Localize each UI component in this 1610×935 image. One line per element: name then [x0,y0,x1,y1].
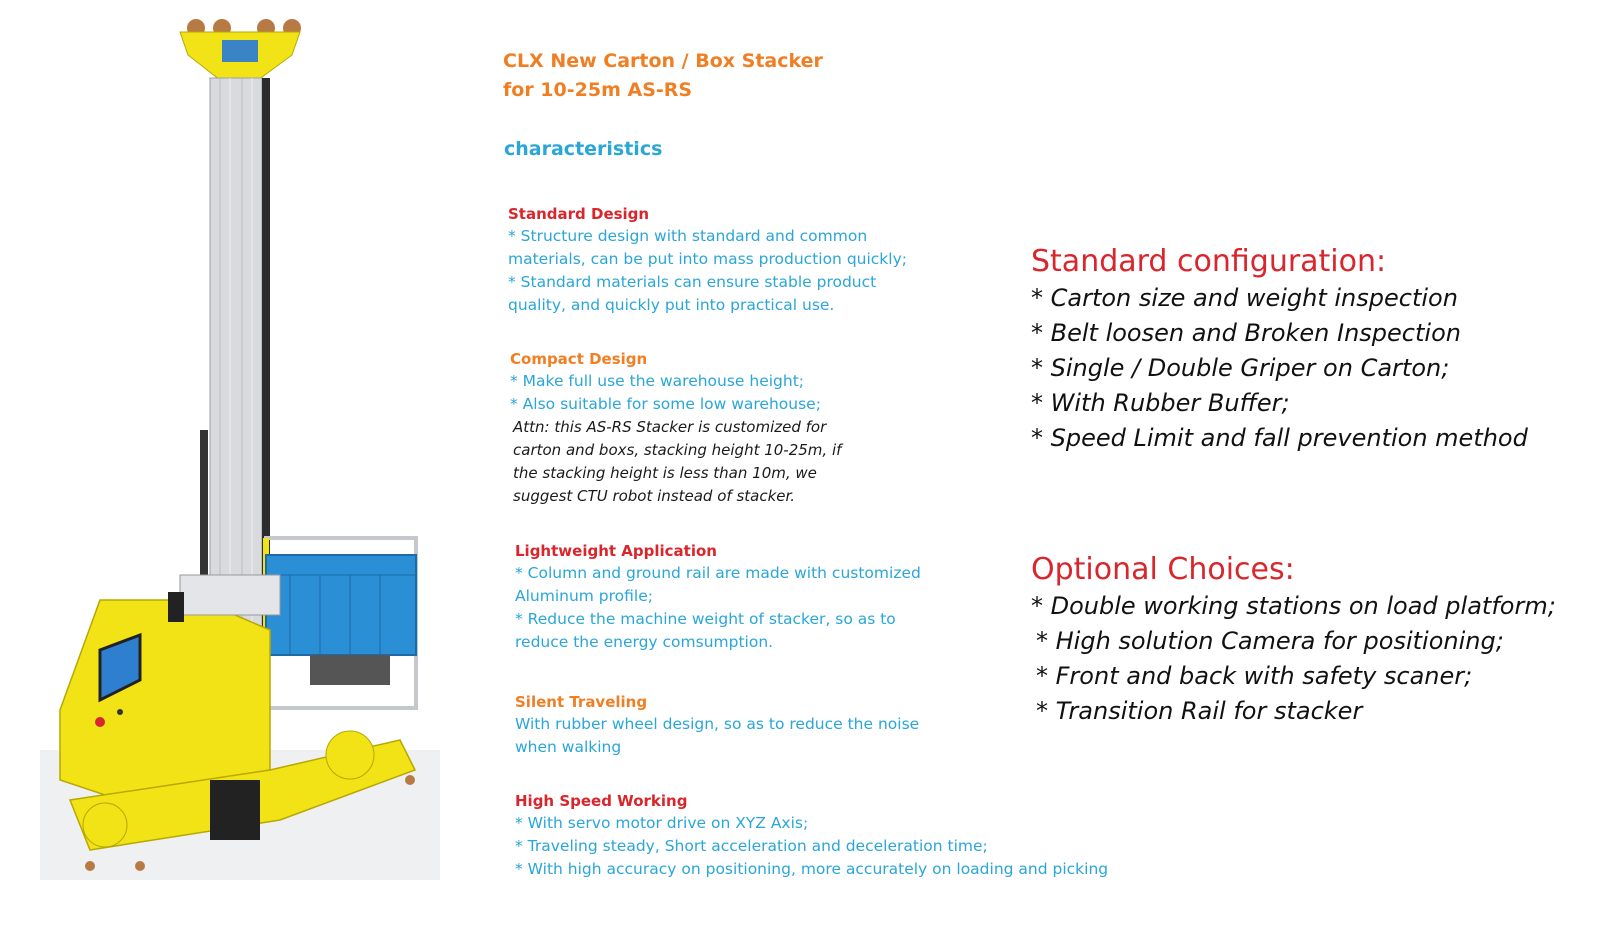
section-line: With rubber wheel design, so as to reduce the noise [515,715,920,733]
section-line: * Structure design with standard and common [508,227,868,245]
optional-item: * Front and back with safety scaner; [1036,662,1473,690]
section-line: * Reduce the machine weight of stacker, so as to [515,610,896,628]
section-line: quality, and quickly put into practical use. [508,296,835,314]
note-line: the stacking height is less than 10m, we [513,464,817,482]
emergency-button [95,717,105,727]
gripper-unit [310,655,390,685]
base-wheel-cover [83,803,127,847]
section-heading: Silent Traveling [515,693,648,711]
config-item: * Carton size and weight inspection [1031,284,1458,312]
config-item: * Belt loosen and Broken Inspection [1031,319,1461,347]
section-heading: High Speed Working [515,792,688,810]
section-line: * Also suitable for some low warehouse; [510,395,821,413]
title-line-2: for 10-25m AS-RS [503,79,693,101]
optional-item: * High solution Camera for positioning; [1036,627,1504,655]
signal-tower [168,592,184,622]
section-line: * Make full use the warehouse height; [510,372,805,390]
attention-note [510,416,841,508]
config-heading: Standard configuration: [1031,244,1387,279]
section-silent-traveling [515,691,919,759]
section-lightweight [515,540,921,654]
title-line-1: CLX New Carton / Box Stacker [503,50,823,72]
config-item: * Single / Double Griper on Carton; [1031,354,1450,382]
column [210,78,262,638]
stacker-illustration [30,10,450,890]
title-block [503,47,823,105]
section-line: when walking [515,738,622,756]
section-line: * With servo motor drive on XYZ Axis; [515,814,809,832]
section-line: Aluminum profile; [515,587,653,605]
config-item: * Speed Limit and fall prevention method [1031,424,1528,452]
control-top [180,575,280,615]
optional-heading: Optional Choices: [1031,552,1295,587]
section-heading: Lightweight Application [515,542,717,560]
optional-item: * Double working stations on load platform; [1031,592,1556,620]
servo-motor [210,780,260,840]
section-line: * Standard materials can ensure stable product [508,273,877,291]
section-line: * Column and ground rail are made with customized [515,564,921,582]
section-heading: Standard Design [508,205,650,223]
top-sensor [222,40,258,62]
note-line: suggest CTU robot instead of stacker. [513,487,796,505]
characteristics-heading: characteristics [504,138,663,160]
section-line: materials, can be put into mass production quickly; [508,250,907,268]
section-line: * Traveling steady, Short acceleration and deceleration time; [515,837,988,855]
stacker-machine-image [30,10,450,890]
section-line: reduce the energy comsumption. [515,633,774,651]
section-line: * With high accuracy on positioning, more accurately on loading and picking [515,860,1109,878]
blue-bin [266,555,416,655]
optional-choices [1031,551,1556,729]
section-compact-design [510,348,841,508]
note-line: Attn: this AS-RS Stacker is customized for [513,418,827,436]
config-item: * With Rubber Buffer; [1031,389,1290,417]
base-wheel-cover [326,731,374,779]
standard-configuration [1031,243,1528,456]
optional-item: * Transition Rail for stacker [1036,697,1363,725]
note-line: carton and boxs, stacking height 10-25m, if [513,441,842,459]
section-high-speed [515,790,1108,881]
machine-body [60,600,270,800]
section-heading: Compact Design [510,350,648,368]
section-standard-design [508,203,907,317]
